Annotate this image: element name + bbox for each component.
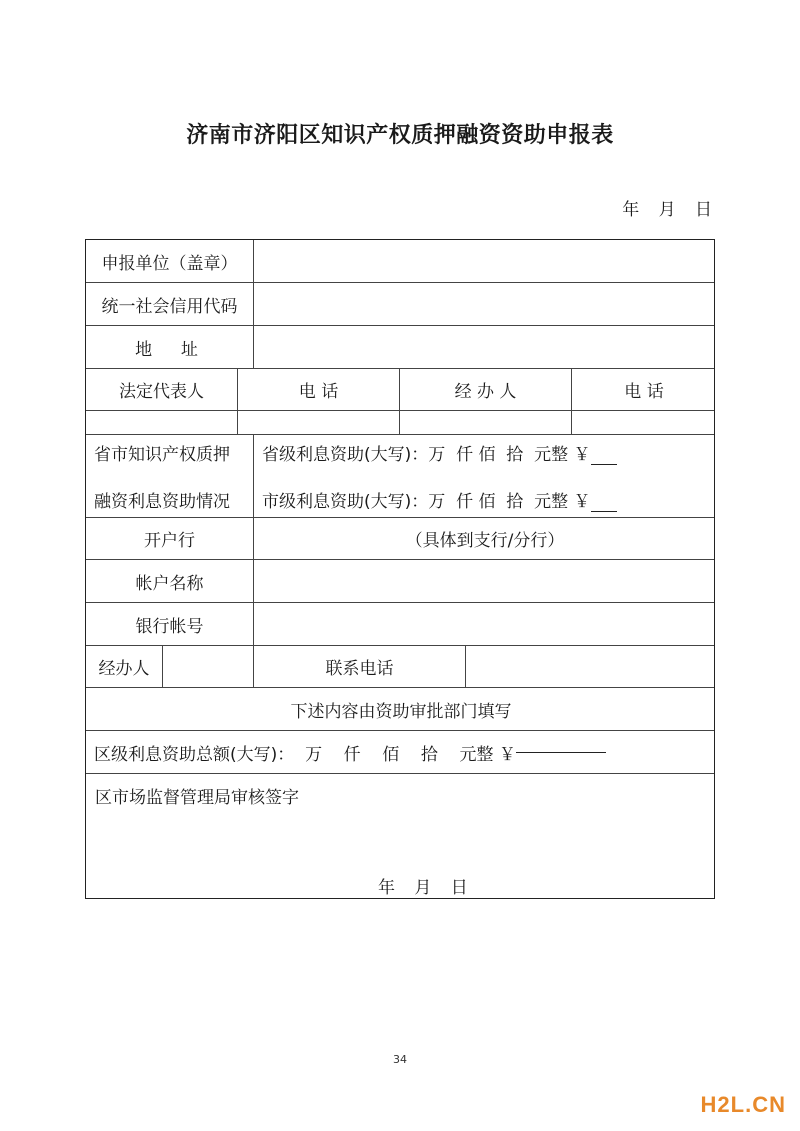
credit-code-label: 统一社会信用代码 <box>86 283 254 325</box>
row-account-number <box>86 603 714 646</box>
city-amount-blank[interactable] <box>591 511 617 512</box>
subsidy-label-line1: 省市知识产权质押 <box>94 445 230 465</box>
row-applicant <box>86 240 714 283</box>
handler2-field[interactable] <box>163 646 254 687</box>
subsidy-values <box>254 435 716 517</box>
row-district-subsidy <box>86 731 714 774</box>
provincial-amount-blank[interactable] <box>591 464 617 465</box>
bank-hint[interactable]: （具体到支行/分行） <box>405 531 565 551</box>
subsidy-label-line2: 融资利息资助情况 <box>94 492 230 512</box>
subsidy-label <box>86 435 254 517</box>
handler-field[interactable] <box>400 411 572 434</box>
phone-label-2: 电 话 <box>624 382 664 402</box>
legal-rep-field[interactable] <box>86 411 238 434</box>
form-title: 济南市济阳区知识产权质押融资资助申报表 <box>186 123 614 148</box>
district-amount-blank[interactable] <box>516 752 606 753</box>
watermark-logo: H2L.CN <box>700 1092 786 1117</box>
phone-field-2[interactable] <box>572 411 716 434</box>
applicant-label: 申报单位（盖章） <box>86 240 254 282</box>
city-subsidy-line[interactable] <box>262 487 617 512</box>
provincial-subsidy-text: 省级利息资助(大写)：万 仟 佰 拾 元整 ￥ <box>262 445 591 465</box>
row-account-name <box>86 560 714 603</box>
handler-label: 经 办 人 <box>400 369 572 410</box>
applicant-field[interactable] <box>254 240 716 282</box>
row-contacts-header <box>86 369 714 411</box>
approval-note: 下述内容由资助审批部门填写 <box>290 701 512 722</box>
district-subsidy-line[interactable] <box>86 731 716 773</box>
row-contacts-values <box>86 411 714 435</box>
phone-label-1: 电 话 <box>238 369 400 410</box>
header-date: 年 月 日 <box>622 200 712 220</box>
bank-label: 开户行 <box>86 518 254 559</box>
contact-phone-label: 联系电话 <box>254 646 466 687</box>
credit-code-field[interactable] <box>254 283 716 325</box>
address-label: 地 址 <box>86 326 254 368</box>
review-sign-label: 区市场监督管理局审核签字 <box>95 788 299 808</box>
row-address <box>86 326 714 369</box>
row-credit-code <box>86 283 714 326</box>
phone-field-1[interactable] <box>238 411 400 434</box>
row-handler-contact <box>86 646 714 688</box>
district-subsidy-text: 区级利息资助总额(大写)： 万 仟 佰 拾 元整 ￥ <box>94 744 516 765</box>
address-field[interactable] <box>254 326 716 368</box>
provincial-subsidy-line[interactable] <box>262 440 617 465</box>
row-bank <box>86 518 714 560</box>
account-number-field[interactable] <box>254 603 716 645</box>
city-subsidy-text: 市级利息资助(大写)：万 仟 佰 拾 元整 ￥ <box>262 492 591 512</box>
footer-date: 年 月 日 <box>378 878 468 898</box>
account-name-label: 帐户名称 <box>86 560 254 602</box>
contact-phone-field[interactable] <box>466 646 716 687</box>
account-number-label: 银行帐号 <box>86 603 254 645</box>
legal-rep-label: 法定代表人 <box>86 369 238 410</box>
row-approval-note <box>86 688 714 731</box>
row-subsidy <box>86 435 714 518</box>
handler2-label: 经办人 <box>86 646 163 687</box>
account-name-field[interactable] <box>254 560 716 602</box>
page-number: 34 <box>393 1053 407 1066</box>
